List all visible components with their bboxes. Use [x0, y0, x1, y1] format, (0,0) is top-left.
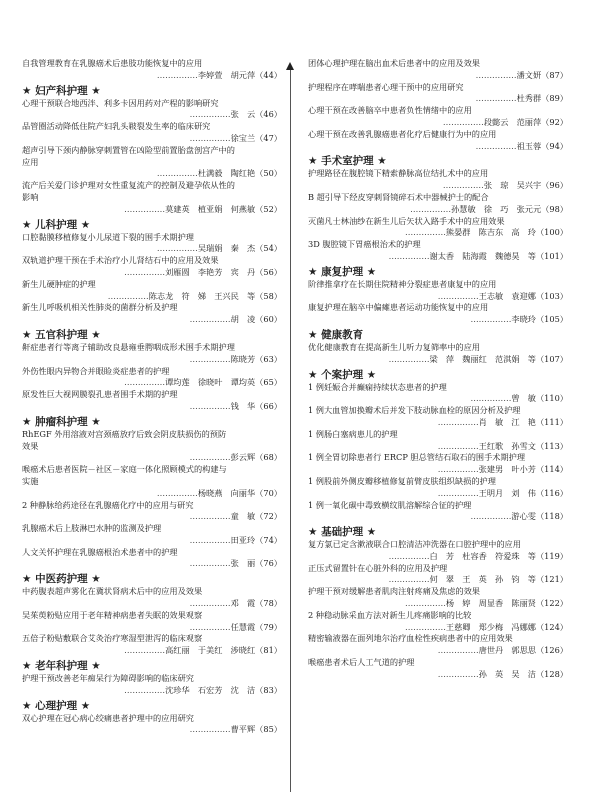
toc-entry[interactable]: [22, 464, 282, 499]
entry-title: 1 例全胃切除患者行 ERCP 胆总管结石取石的围手术期护理: [308, 452, 526, 463]
leader-dots: ……………: [404, 621, 446, 632]
entry-authors: 高红丽 于美红 涉晓红: [165, 645, 256, 656]
entry-title: B 超引导下经皮穿刺肾镜碎石术中器械护士的配合: [308, 191, 489, 202]
toc-column-left: [22, 58, 282, 736]
leader-dots: ……………: [189, 109, 231, 120]
leader-dots: ……………: [404, 598, 446, 609]
entry-authors: 沈珍华 石宏芳 沈 洁: [165, 684, 256, 695]
entry-title: 精密输液器在面列地尔治疗血栓性疾病患者中的应用效果: [308, 633, 513, 644]
entry-byline: ……………胡 凌（60）: [189, 314, 282, 325]
toc-entry[interactable]: [22, 633, 282, 657]
entry-authors: 莫建英 植亚娟 何燕敏: [165, 203, 256, 214]
toc-entry[interactable]: [22, 342, 282, 366]
section-heading: ★ 妇产科护理 ★: [22, 84, 101, 97]
entry-authors: 谭均莲 徐晓叶 谭均英: [165, 377, 256, 388]
leader-dots: ……………: [388, 550, 430, 561]
leader-dots: ……………: [388, 353, 430, 364]
entry-page-number: 119: [544, 550, 560, 561]
entry-byline: ……………祖玉蓉（94）: [475, 140, 568, 151]
entry-page-number: 116: [544, 487, 560, 498]
entry-authors: 杨 婷 周显香 陈丽贤: [445, 598, 536, 609]
leader-dots: ……………: [437, 416, 479, 427]
toc-entry[interactable]: [308, 500, 568, 524]
toc-entry[interactable]: [308, 239, 568, 263]
leader-dots: ……………: [437, 668, 479, 679]
toc-entry[interactable]: [22, 302, 282, 326]
entry-byline: ……………杜满毅 陶红艳（50）: [156, 168, 282, 179]
entry-page-number: 126: [544, 645, 560, 656]
leader-dots: ……………: [156, 69, 198, 80]
leader-dots: ……………: [404, 227, 446, 238]
entry-authors: 王志敏 袁迎娜: [478, 290, 536, 301]
entry-authors: 刘雁圆 李艳芳 宾 丹: [165, 266, 256, 277]
toc-entry[interactable]: [308, 302, 568, 326]
section-heading: ★ 基础护理 ★: [308, 526, 377, 539]
entry-authors: 祖玉蓉: [516, 140, 542, 151]
entry-byline: ……………杨 婷 周显香 陈丽贤（122）: [404, 598, 568, 609]
entry-title: 1 例肠白塞病患儿的护理: [308, 428, 398, 439]
entry-page-number: 87: [549, 69, 560, 80]
toc-entry[interactable]: [22, 500, 282, 524]
entry-title: 双轨道护理干预在手术治疗小儿肾结石中的应用及效果: [22, 255, 219, 266]
entry-byline: ……………熊晏群 陈吉东 高 玲（100）: [404, 227, 568, 238]
section-heading: ★ 手术室护理 ★: [308, 155, 387, 168]
entry-page-number: 58: [263, 290, 274, 301]
entry-page-number: 105: [544, 314, 560, 325]
toc-entry[interactable]: [22, 145, 282, 180]
leader-dots: ……………: [388, 250, 430, 261]
entry-page-number: 52: [263, 203, 274, 214]
toc-entry[interactable]: [308, 563, 568, 587]
leader-dots: ……………: [189, 400, 231, 411]
entry-authors: 邓 霞: [230, 598, 256, 609]
entry-authors: 张 丽: [230, 558, 256, 569]
entry-byline: ……………张建男 叶小芳（114）: [437, 464, 568, 475]
entry-authors: 梁 萍 魏丽红 范淇娟 等: [429, 353, 536, 364]
toc-entry[interactable]: [308, 216, 568, 240]
entry-page-number: 66: [263, 400, 274, 411]
entry-authors: 白 芳 杜容香 符爱珠 等: [429, 550, 536, 561]
entry-authors: 孙 英 吴 洁: [478, 668, 536, 679]
entry-title: 2 种静脉给药途径在乳腺癌化疗中的应用与研究: [22, 499, 194, 510]
entry-title: 自我管理教育在乳腺癌术后患肢功能恢复中的应用: [22, 58, 203, 68]
entry-byline: ……………谭均莲 徐晓叶 谭均英（65）: [124, 377, 282, 388]
entry-page-number: 83: [263, 684, 274, 695]
entry-byline: ……………彭云辉（68）: [189, 452, 282, 463]
toc-entry[interactable]: [22, 180, 282, 215]
leader-dots: ……………: [156, 487, 198, 498]
section-heading: ★ 康复护理 ★: [308, 265, 377, 278]
entry-byline: ……………张 云（46）: [189, 109, 282, 120]
entry-title: 人文关怀护理在乳腺癌根治术患者中的护理: [22, 546, 178, 557]
toc-entry[interactable]: [308, 382, 568, 406]
entry-byline: ……………王明月 刘 伟（116）: [437, 487, 568, 498]
entry-byline: ……………谢太香 陆海霞 魏德昊 等（101）: [388, 250, 568, 261]
entry-authors: 段懿云 范丽萍: [483, 116, 542, 127]
toc-entry[interactable]: [22, 610, 282, 634]
entry-page-number: 47: [263, 132, 274, 143]
toc-entry[interactable]: [22, 389, 282, 413]
entry-byline: ……………李晓玲（105）: [470, 314, 568, 325]
entry-byline: ……………何 翠 王 英 孙 钧 等（121）: [388, 574, 568, 585]
entry-authors: 谢太香 陆海霞 魏德昊 等: [429, 250, 536, 261]
entry-title: 乳腺癌术后上肢淋巴水肿的监测及护理: [22, 523, 162, 534]
entry-page-number: 65: [263, 377, 274, 388]
entry-title: 新生儿呼吸机相关性肺炎的菌群分析及护理: [22, 302, 178, 313]
entry-title: 1 例股前外侧皮瓣移植修复前臂皮肤组织缺损的护理: [308, 475, 496, 486]
entry-authors: 唐世丹 郭思思: [478, 645, 536, 656]
entry-page-number: 128: [544, 668, 560, 679]
entry-title: 团体心理护理在脑出血术后患者中的应用及效果: [308, 58, 480, 68]
entry-page-number: 70: [263, 487, 274, 498]
leader-dots: ……………: [437, 487, 479, 498]
toc-entry[interactable]: [22, 673, 282, 697]
entry-page-number: 68: [263, 452, 274, 463]
entry-byline: ……………吴瑞娟 秦 杰（54）: [156, 243, 282, 254]
entry-page-number: 63: [263, 353, 274, 364]
continue-arrow-icon: [286, 62, 294, 70]
toc-entry[interactable]: [308, 657, 568, 681]
leader-dots: ……………: [388, 574, 430, 585]
entry-byline: ……………张 丽（76）: [189, 558, 282, 569]
entry-title: 喉癌患者术后人工气道的护理: [308, 657, 415, 668]
entry-page-number: 76: [263, 558, 274, 569]
leader-dots: ……………: [475, 69, 517, 80]
entry-page-number: 100: [544, 227, 560, 238]
entry-page-number: 60: [263, 314, 274, 325]
entry-authors: 张建男 叶小芳: [478, 464, 536, 475]
entry-page-number: 101: [544, 250, 560, 261]
entry-page-number: 92: [549, 116, 560, 127]
entry-title: 心理干预联合地西泮、利多卡因用药对产程的影响研究: [22, 97, 219, 108]
entry-title: 心理干预在改善乳腺癌患者化疗后健康行为中的应用: [308, 128, 497, 139]
entry-page-number: 89: [549, 93, 560, 104]
entry-byline: ……………徐宝兰（47）: [189, 132, 282, 143]
entry-page-number: 124: [544, 621, 560, 632]
leader-dots: ……………: [470, 393, 512, 404]
toc-entry[interactable]: [308, 82, 568, 106]
entry-byline: ……………孙 英 吴 洁（128）: [437, 668, 568, 679]
entry-byline: ……………田亚玲（74）: [189, 534, 282, 545]
leader-dots: ……………: [189, 598, 231, 609]
toc-entry[interactable]: [308, 58, 568, 82]
entry-authors: 杜满毅 陶红艳: [197, 168, 256, 179]
entry-byline: ……………段懿云 范丽萍（92）: [442, 116, 568, 127]
leader-dots: ……………: [410, 203, 452, 214]
entry-byline: ……………杨晓燕 向丽华（70）: [156, 487, 282, 498]
leader-dots: ……………: [189, 511, 231, 522]
entry-byline: ……………邓 霞（78）: [189, 598, 282, 609]
entry-authors: 童 敏: [230, 511, 256, 522]
entry-title: 阶律推拿疗在长期住院精神分裂症患者康复中的应用: [308, 278, 497, 289]
entry-authors: 彭云辉: [230, 452, 256, 463]
entry-title: 康复护理在脑卒中偏瘫患者运动功能恢复中的应用: [308, 302, 489, 313]
toc-entry[interactable]: [22, 98, 282, 122]
entry-title: 新生儿硬肿症的护理: [22, 278, 96, 289]
entry-authors: 杜秀群: [516, 93, 542, 104]
entry-authors: 李婷萱 胡元萍: [197, 69, 256, 80]
leader-dots: ……………: [189, 132, 231, 143]
leader-dots: ……………: [470, 511, 512, 522]
entry-page-number: 78: [263, 598, 274, 609]
toc-entry[interactable]: [22, 255, 282, 279]
leader-dots: ……………: [189, 314, 231, 325]
entry-byline: ……………曹平辉（85）: [189, 724, 282, 735]
toc-column-right: [308, 58, 568, 681]
entry-byline: ……………莫建英 植亚娟 何燕敏（52）: [124, 203, 282, 214]
leader-dots: ……………: [437, 645, 479, 656]
leader-dots: ……………: [189, 452, 231, 463]
entry-title: 3D 腹腔镜下胃癌根治术的护理: [308, 239, 421, 250]
entry-byline: ……………游心雯（118）: [470, 511, 568, 522]
entry-byline: ……………李婷萱 胡元萍（44）: [156, 69, 282, 80]
entry-title: 护理程序在哮喘患者心理干预中的应用研究: [308, 81, 464, 92]
leader-dots: ……………: [107, 290, 149, 301]
entry-page-number: 107: [544, 353, 560, 364]
toc-entry[interactable]: [308, 192, 568, 216]
entry-title: 正压式留置针在心脏外科的应用及护理: [308, 562, 448, 573]
entry-page-number: 44: [263, 69, 274, 80]
section-heading: ★ 健康教育: [308, 328, 364, 341]
toc-entry[interactable]: [22, 713, 282, 737]
entry-page-number: 85: [263, 724, 274, 735]
toc-entry[interactable]: [308, 405, 568, 429]
entry-authors: 游心雯: [511, 511, 536, 522]
leader-dots: ……………: [475, 140, 517, 151]
entry-authors: 陈志龙 符 娣 王兴民 等: [148, 290, 256, 301]
entry-page-number: 110: [544, 393, 560, 404]
toc-entry[interactable]: [308, 476, 568, 500]
entry-title: 流产后关爱门诊护理对女性重复流产的控制及避孕依从性的: [22, 180, 235, 191]
entry-authors: 何 翠 王 英 孙 钧 等: [429, 574, 536, 585]
toc-entry[interactable]: [308, 105, 568, 129]
toc-entry[interactable]: [308, 633, 568, 657]
toc-entry[interactable]: [308, 539, 568, 563]
leader-dots: ……………: [442, 180, 484, 191]
leader-dots: ……………: [124, 377, 166, 388]
entry-authors: 胡 凌: [230, 314, 256, 325]
entry-title: 优化健康教育在提高新生儿听力复筛率中的应用: [308, 341, 480, 352]
entry-title: 灭菌凡士林油纱在新生儿后矢状入路手术中的应用效果: [308, 215, 505, 226]
entry-title: 应用: [22, 156, 39, 167]
toc-entry[interactable]: [308, 129, 568, 153]
entry-byline: ……………刘雁圆 李艳芳 宾 丹（56）: [124, 266, 282, 277]
entry-page-number: 114: [544, 464, 560, 475]
entry-page-number: 74: [263, 534, 274, 545]
entry-title: 双心护理在冠心病心绞痛患者护理中的应用研究: [22, 712, 194, 723]
entry-page-number: 54: [263, 243, 274, 254]
entry-title: 复方氯已定含漱液联合口腔清洁冲洗器在口腔护理中的应用: [308, 539, 521, 550]
entry-byline: ……………陈志龙 符 娣 王兴民 等（58）: [107, 290, 282, 301]
toc-entry[interactable]: [308, 586, 568, 610]
entry-title: 护理干预改善老年痴呆行为障碍影响的临床研究: [22, 673, 194, 684]
leader-dots: ……………: [156, 243, 198, 254]
entry-byline: ……………梁 萍 魏丽红 范淇娟 等（107）: [388, 353, 568, 364]
entry-page-number: 96: [549, 180, 560, 191]
section-heading: ★ 儿科护理 ★: [22, 218, 91, 231]
section-heading: ★ 个案护理 ★: [308, 368, 377, 381]
entry-title: 超声引导下颈内静脉穿刺置管在凶险型前置胎盘剖宫产中的: [22, 144, 235, 155]
entry-title: 五倍子粉贴敷联合艾灸治疗寒湿型泄泻的临床观察: [22, 633, 203, 644]
entry-title: 1 例一氧化碳中毒致横纹肌溶解综合征的护理: [308, 499, 472, 510]
section-heading: ★ 老年科护理 ★: [22, 660, 101, 673]
leader-dots: ……………: [124, 203, 166, 214]
entry-byline: ……………肖 敏 江 艳（111）: [437, 416, 568, 427]
leader-dots: ……………: [189, 558, 231, 569]
entry-authors: 陈晓芳: [230, 353, 256, 364]
entry-page-number: 81: [263, 645, 274, 656]
entry-byline: ……………钱 华（66）: [189, 400, 282, 411]
entry-title: 口腔黏膜移植修复小儿尿道下裂的围手术期护理: [22, 231, 194, 242]
entry-page-number: 72: [263, 511, 274, 522]
leader-dots: ……………: [189, 621, 231, 632]
entry-title: 护理路径在腹腔镜下精索静脉高位结扎术中的应用: [308, 168, 489, 179]
entry-authors: 潘文妍: [516, 69, 542, 80]
entry-page-number: 122: [544, 598, 560, 609]
entry-title: 中药腹表超声雾化在冀状肾病术后中的应用及效果: [22, 586, 203, 597]
entry-page-number: 98: [549, 203, 560, 214]
entry-byline: ……………任慧霞（79）: [189, 621, 282, 632]
leader-dots: ……………: [470, 314, 512, 325]
entry-authors: 孙慧敏 徐 巧 张元元: [451, 203, 542, 214]
leader-dots: ……………: [437, 290, 479, 301]
leader-dots: ……………: [156, 168, 198, 179]
section-heading: ★ 肿瘤科护理 ★: [22, 415, 101, 428]
leader-dots: ……………: [189, 724, 231, 735]
entry-title: 鼾症患者行等离子辅助改良悬雍垂腭咽成形术围手术期护理: [22, 341, 235, 352]
entry-page-number: 79: [263, 621, 274, 632]
section-heading: ★ 中医药护理 ★: [22, 573, 101, 586]
toc-entry[interactable]: [308, 168, 568, 192]
entry-title: RhEGF 外用溶液对宫颈癌放疗后致会阴皮肤损伤的预防: [22, 428, 227, 439]
entry-byline: ……………张 琼 吴兴宇（96）: [442, 180, 568, 191]
entry-authors: 李晓玲: [511, 314, 536, 325]
leader-dots: ……………: [189, 353, 231, 364]
entry-byline: ……………潘文妍（87）: [475, 69, 568, 80]
entry-authors: 钱 华: [230, 400, 256, 411]
entry-title: 实施: [22, 475, 39, 486]
entry-authors: 曹平辉: [230, 724, 256, 735]
entry-title: 原发性巨大视网膜裂孔患者围手术期的护理: [22, 389, 178, 400]
entry-title: 1 例妊娠合并癫痫持续状态患者的护理: [308, 381, 447, 392]
entry-byline: ……………陈晓芳（63）: [189, 353, 282, 364]
section-heading: ★ 心理护理 ★: [22, 699, 91, 712]
toc-entry[interactable]: [308, 452, 568, 476]
entry-byline: ……………曾 敏（110）: [470, 393, 568, 404]
entry-title: 吴茱萸粉贴应用于老年精神病患者失眠的效果观察: [22, 609, 203, 620]
toc-entry[interactable]: [22, 279, 282, 303]
entry-authors: 张 琼 吴兴宇: [483, 180, 542, 191]
entry-authors: 杨晓燕 向丽华: [197, 487, 256, 498]
entry-authors: 任慧霞: [230, 621, 256, 632]
entry-byline: ……………白 芳 杜容香 符爱珠 等（119）: [388, 550, 568, 561]
entry-byline: ……………唐世丹 郭思思（126）: [437, 645, 568, 656]
toc-entry[interactable]: [22, 547, 282, 571]
leader-dots: ……………: [475, 93, 517, 104]
entry-page-number: 56: [263, 266, 274, 277]
entry-page-number: 111: [544, 416, 560, 427]
toc-entry[interactable]: [22, 366, 282, 390]
entry-authors: 张 云: [230, 109, 256, 120]
leader-dots: ……………: [442, 116, 484, 127]
entry-page-number: 50: [263, 168, 274, 179]
entry-byline: ……………沈珍华 石宏芳 沈 洁（83）: [124, 684, 282, 695]
entry-authors: 吴瑞娟 秦 杰: [197, 243, 256, 254]
entry-page-number: 118: [544, 511, 560, 522]
entry-authors: 熊晏群 陈吉东 高 玲: [445, 227, 536, 238]
entry-authors: 田亚玲: [230, 534, 256, 545]
entry-title: 品管圈活动降低住院产妇乳头皲裂发生率的临床研究: [22, 121, 211, 132]
entry-title: 1 例大血管加换瓣术后并发下肢动脉血栓的原因分析及护理: [308, 405, 521, 416]
entry-byline: ……………童 敏（72）: [189, 511, 282, 522]
entry-byline: ……………杜秀群（89）: [475, 93, 568, 104]
toc-entry[interactable]: [308, 342, 568, 366]
leader-dots: ……………: [124, 645, 166, 656]
entry-byline: ……………孙慧敏 徐 巧 张元元（98）: [410, 203, 568, 214]
leader-dots: ……………: [437, 440, 479, 451]
entry-page-number: 103: [544, 290, 560, 301]
toc-entry[interactable]: [22, 232, 282, 256]
toc-entry[interactable]: [22, 58, 282, 82]
entry-title: 2 种稳动脉采血方法对新生儿疼痛影响的比较: [308, 609, 472, 620]
leader-dots: ……………: [189, 534, 231, 545]
toc-entry[interactable]: [22, 429, 282, 464]
entry-title: 外伤性眼内异物合并眼睑炎症患者的护理: [22, 365, 170, 376]
entry-byline: ……………高红丽 于美红 涉晓红（81）: [124, 645, 282, 656]
entry-title: 喉癌术后患者医院－社区－家庭一体化照顾模式的构建与: [22, 464, 227, 475]
toc-entry[interactable]: [308, 429, 568, 453]
entry-authors: 徐宝兰: [230, 132, 256, 143]
entry-title: 效果: [22, 440, 39, 451]
entry-page-number: 94: [549, 140, 560, 151]
entry-page-number: 113: [544, 440, 560, 451]
leader-dots: ……………: [437, 464, 479, 475]
entry-byline: ……………王慈卿 郑少梅 冯娜娜（124）: [404, 621, 568, 632]
entry-title: 影响: [22, 191, 39, 202]
entry-page-number: 46: [263, 109, 274, 120]
entry-authors: 肖 敏 江 艳: [478, 416, 536, 427]
toc-entry[interactable]: [22, 523, 282, 547]
toc-entry[interactable]: [308, 610, 568, 634]
entry-authors: 王明月 刘 伟: [478, 487, 536, 498]
entry-authors: 王红歌 孙雪文: [478, 440, 536, 451]
entry-authors: 曾 敏: [511, 393, 536, 404]
column-divider: [290, 70, 291, 792]
toc-entry[interactable]: [22, 586, 282, 610]
leader-dots: ……………: [124, 266, 166, 277]
toc-entry[interactable]: [22, 121, 282, 145]
toc-entry[interactable]: [308, 279, 568, 303]
entry-title: 护理干预对缓解患者肌肉注射疼痛及焦虑的效果: [308, 586, 480, 597]
entry-title: 心理干预在改善脑卒中患者负性情绪中的应用: [308, 105, 472, 116]
entry-byline: ……………王红歌 孙雪文（113）: [437, 440, 568, 451]
section-heading: ★ 五官科护理 ★: [22, 328, 101, 341]
leader-dots: ……………: [124, 684, 166, 695]
entry-page-number: 121: [544, 574, 560, 585]
entry-authors: 王慈卿 郑少梅 冯娜娜: [445, 621, 536, 632]
entry-byline: ……………王志敏 袁迎娜（103）: [437, 290, 568, 301]
